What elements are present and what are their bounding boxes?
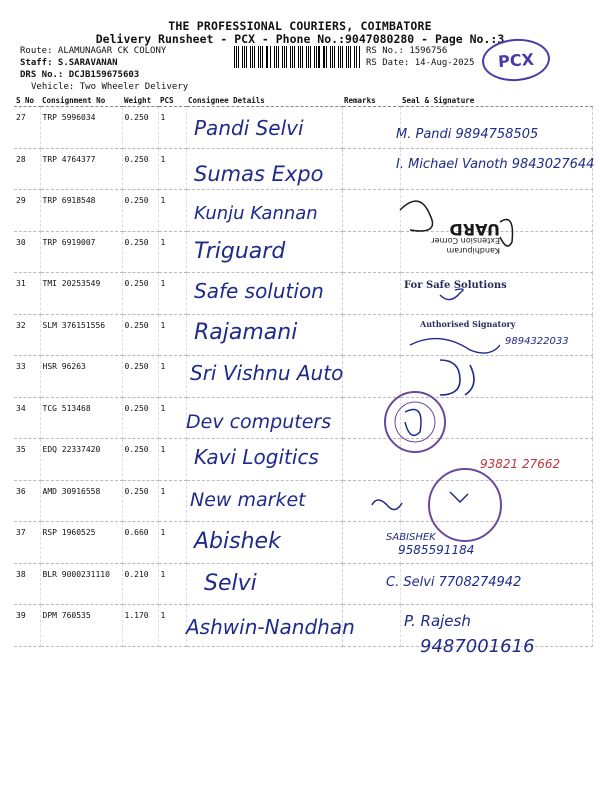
cell-sno: 32	[14, 314, 40, 356]
cell-seal-signature	[400, 605, 592, 647]
consignee-handwriting: Abishek	[194, 529, 281, 554]
cell-weight: 0.250	[122, 439, 158, 481]
barcode-bar	[254, 46, 255, 68]
signature-handwriting: 9487001616	[420, 636, 535, 657]
col-seal-signature: Seal & Signature	[400, 94, 592, 107]
cell-weight: 0.250	[122, 314, 158, 356]
table-row	[14, 107, 592, 149]
cell-seal-signature	[400, 563, 592, 605]
cell-remarks	[342, 480, 400, 522]
consignee-handwriting: Kavi Logitics	[194, 445, 319, 469]
consignee-handwriting: Safe solution	[194, 279, 324, 303]
signature-handwriting: P. Rajesh	[404, 612, 471, 630]
table-row	[14, 314, 592, 356]
cell-consignment-no: RSP 1960525	[40, 522, 122, 564]
cell-pcs: 1	[158, 397, 186, 439]
cell-remarks	[342, 563, 400, 605]
cell-consignment-no: TMI 20253549	[40, 273, 122, 315]
cell-consignee	[186, 314, 342, 356]
runsheet-table	[14, 94, 593, 647]
col-consignment: Consignment No	[40, 94, 122, 107]
barcode-bar	[234, 46, 235, 68]
table-header-row	[14, 94, 592, 107]
signature-handwriting: I. Michael Vanoth 9843027644	[396, 157, 595, 172]
cell-sno: 38	[14, 563, 40, 605]
triguard-stamp-title: UARD	[449, 220, 500, 239]
signature-stamp-text: Authorised Signatory	[420, 319, 516, 329]
barcode-bar	[282, 46, 283, 68]
signature-handwriting: 9894322033	[505, 336, 569, 347]
cell-consignment-no: DPM 760535	[40, 605, 122, 647]
cell-weight: 0.250	[122, 107, 158, 149]
consignee-handwriting: Dev computers	[186, 411, 332, 433]
table-row	[14, 439, 592, 481]
cell-seal-signature	[400, 439, 592, 481]
cell-consignee	[186, 273, 342, 315]
cell-remarks	[342, 397, 400, 439]
cell-consignee	[186, 231, 342, 273]
signature-handwriting: 9585591184	[398, 543, 475, 557]
consignee-handwriting: Rajamani	[194, 320, 298, 345]
table-row	[14, 148, 592, 190]
cell-remarks	[342, 439, 400, 481]
cell-weight: 1.170	[122, 605, 158, 647]
consignee-handwriting: Triguard	[194, 239, 286, 264]
cell-seal-signature	[400, 148, 592, 190]
barcode-bar	[250, 46, 251, 68]
barcode-bar	[346, 46, 347, 68]
cell-remarks	[342, 273, 400, 315]
cell-weight: 0.660	[122, 522, 158, 564]
cell-remarks	[342, 148, 400, 190]
barcode-bar	[342, 46, 343, 68]
page-subtitle: Delivery Runsheet - PCX - Phone No.:9047080280 - Page No.:3	[95, 32, 505, 46]
cell-sno: 29	[14, 190, 40, 232]
barcode-bar	[326, 46, 327, 68]
consignee-handwriting: Pandi Selvi	[194, 116, 304, 140]
cell-sno: 27	[14, 107, 40, 149]
barcode-bar	[302, 46, 303, 68]
page-title: THE PROFESSIONAL COURIERS, COIMBATORE	[168, 19, 432, 33]
barcode-bar	[286, 46, 287, 68]
barcode-bar	[242, 46, 243, 68]
cell-sno: 39	[14, 605, 40, 647]
rs-number: RS No.: 1596756	[366, 46, 448, 56]
cell-consignment-no: TRP 6918548	[40, 190, 122, 232]
cell-seal-signature	[400, 522, 592, 564]
cell-sno: 36	[14, 480, 40, 522]
cell-consignee	[186, 397, 342, 439]
col-weight: Weight	[122, 94, 158, 107]
cell-pcs: 1	[158, 190, 186, 232]
cell-consignment-no: TRP 5996034	[40, 107, 122, 149]
cell-consignee	[186, 148, 342, 190]
barcode-bar	[350, 46, 351, 68]
cell-pcs: 1	[158, 439, 186, 481]
consignee-handwriting: New market	[190, 489, 306, 511]
barcode-bar	[356, 46, 357, 68]
cell-pcs: 1	[158, 273, 186, 315]
cell-sno: 33	[14, 356, 40, 398]
cell-pcs: 1	[158, 563, 186, 605]
cell-consignment-no: SLM 376151556	[40, 314, 122, 356]
cell-seal-signature	[400, 107, 592, 149]
table-row	[14, 190, 592, 232]
cell-consignee	[186, 563, 342, 605]
cell-consignee	[186, 605, 342, 647]
cell-consignee	[186, 356, 342, 398]
cell-seal-signature	[400, 231, 592, 273]
cell-seal-signature	[400, 273, 592, 315]
barcode-bar	[334, 46, 335, 68]
barcode-bar	[332, 46, 333, 68]
pcx-stamp: PCX	[481, 37, 552, 84]
rs-date: RS Date: 14-Aug-2025	[366, 58, 475, 68]
cell-sno: 35	[14, 439, 40, 481]
cell-seal-signature	[400, 397, 592, 439]
barcode-bar	[278, 46, 279, 68]
barcode-bar	[294, 46, 295, 68]
cell-pcs: 1	[158, 605, 186, 647]
col-consignee: Consignee Details	[186, 94, 342, 107]
cell-weight: 0.250	[122, 231, 158, 273]
table-row	[14, 356, 592, 398]
cell-remarks	[342, 522, 400, 564]
cell-remarks	[342, 107, 400, 149]
triguard-stamp-line: Extension Corner	[431, 236, 500, 245]
cell-pcs: 1	[158, 107, 186, 149]
cell-remarks	[342, 605, 400, 647]
cell-sno: 31	[14, 273, 40, 315]
consignee-handwriting: Sri Vishnu Auto	[190, 361, 344, 385]
cell-consignment-no: TRP 4764377	[40, 148, 122, 190]
signature-handwriting: 93821 27662	[480, 457, 561, 471]
table-row	[14, 563, 592, 605]
table-row	[14, 480, 592, 522]
barcode-bar	[262, 46, 263, 68]
cell-sno: 30	[14, 231, 40, 273]
signature-stamp-text: For Safe Solutions	[404, 280, 507, 291]
col-remarks: Remarks	[342, 94, 400, 107]
barcode-bar	[246, 46, 247, 68]
staff-label: Staff: S.SARAVANAN	[20, 58, 118, 68]
signature-handwriting: C. Selvi 7708274942	[386, 575, 522, 590]
signature-handwriting: M. Pandi 9894758505	[396, 127, 539, 142]
table-row	[14, 605, 592, 647]
cell-consignee	[186, 107, 342, 149]
cell-consignment-no: HSR 96263	[40, 356, 122, 398]
cell-consignment-no: TRP 6919007	[40, 231, 122, 273]
barcode-bar	[270, 46, 271, 68]
consignee-handwriting: Selvi	[204, 571, 257, 596]
cell-sno: 34	[14, 397, 40, 439]
cell-pcs: 1	[158, 148, 186, 190]
consignee-handwriting: Ashwin-Nandhan	[186, 615, 355, 639]
cell-weight: 0.250	[122, 480, 158, 522]
cell-seal-signature	[400, 356, 592, 398]
cell-pcs: 1	[158, 231, 186, 273]
cell-weight: 0.250	[122, 273, 158, 315]
route-label: Route: ALAMUNAGAR CK COLONY	[20, 46, 167, 56]
cell-consignee	[186, 190, 342, 232]
cell-remarks	[342, 314, 400, 356]
cell-pcs: 1	[158, 356, 186, 398]
cell-sno: 37	[14, 522, 40, 564]
cell-consignee	[186, 480, 342, 522]
barcode-bar	[310, 46, 311, 68]
table-row	[14, 273, 592, 315]
table-row	[14, 231, 592, 273]
cell-consignment-no: TCG 513468	[40, 397, 122, 439]
cell-consignee	[186, 439, 342, 481]
cell-weight: 0.210	[122, 563, 158, 605]
vehicle-label: Vehicle: Two Wheeler Delivery	[31, 82, 189, 92]
cell-weight: 0.250	[122, 190, 158, 232]
barcode-bar	[318, 46, 319, 68]
col-sno: S No	[14, 94, 40, 107]
table-row	[14, 522, 592, 564]
signature-handwriting: SABISHEK	[386, 532, 436, 543]
cell-sno: 28	[14, 148, 40, 190]
cell-consignment-no: BLR 9000231110	[40, 563, 122, 605]
barcode-bar	[300, 46, 301, 68]
barcode	[234, 46, 362, 68]
barcode-bar	[314, 46, 315, 68]
cell-consignment-no: EDQ 22337420	[40, 439, 122, 481]
cell-pcs: 1	[158, 314, 186, 356]
cell-remarks	[342, 190, 400, 232]
table-row	[14, 397, 592, 439]
cell-pcs: 1	[158, 480, 186, 522]
drs-label: DRS No.: DCJB159675603	[20, 70, 140, 80]
cell-seal-signature	[400, 190, 592, 232]
barcode-bar	[267, 46, 268, 68]
cell-weight: 0.250	[122, 148, 158, 190]
cell-weight: 0.250	[122, 356, 158, 398]
cell-consignment-no: AMD 30916558	[40, 480, 122, 522]
cell-consignee	[186, 522, 342, 564]
col-pcs: PCS	[158, 94, 186, 107]
cell-seal-signature	[400, 314, 592, 356]
cell-pcs: 1	[158, 522, 186, 564]
cell-remarks	[342, 356, 400, 398]
triguard-stamp-line: Kandhipuram	[446, 246, 500, 255]
cell-weight: 0.250	[122, 397, 158, 439]
cell-seal-signature	[400, 480, 592, 522]
consignee-handwriting: Sumas Expo	[194, 162, 324, 186]
cell-remarks	[342, 231, 400, 273]
consignee-handwriting: Kunju Kannan	[194, 203, 318, 224]
